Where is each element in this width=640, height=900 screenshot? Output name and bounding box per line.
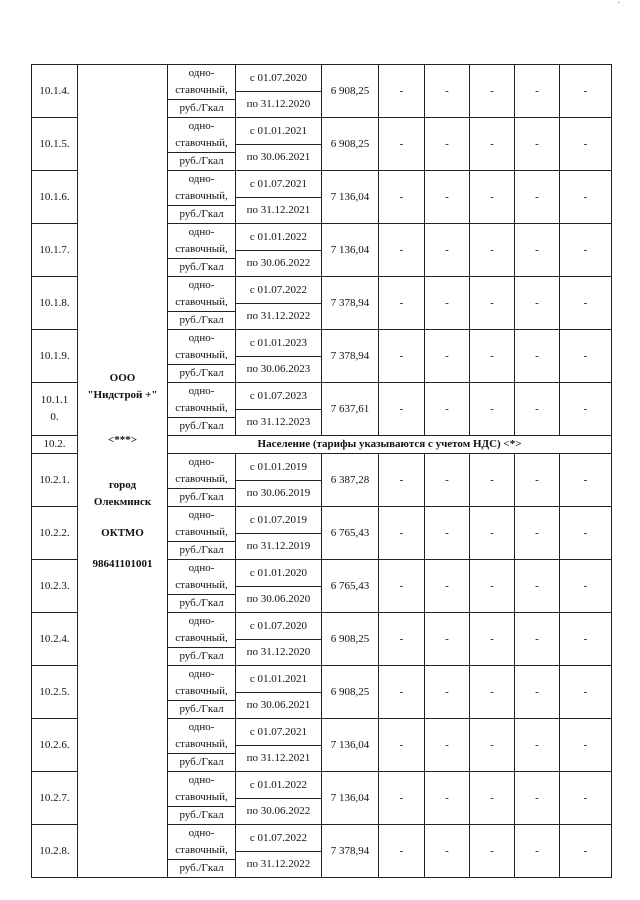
tariff-value: 7 378,94 <box>322 330 379 383</box>
tariff-dash: - <box>379 118 425 171</box>
oktmo-code: 98641101001 <box>92 557 153 570</box>
tariff-period <box>236 560 322 613</box>
tariff-dash: - <box>515 171 560 224</box>
tariff-dash: - <box>515 613 560 666</box>
tariff-period <box>236 65 322 118</box>
page-corner-mark: ' <box>618 0 620 10</box>
tariff-unit <box>168 277 236 330</box>
tariff-unit-line: руб./Гкал <box>168 364 235 382</box>
tariff-unit-line: руб./Гкал <box>168 258 235 276</box>
tariff-dash: - <box>379 507 425 560</box>
tariff-dash: - <box>560 454 612 507</box>
period-to: по 31.12.2020 <box>236 639 321 665</box>
row-number: 10.2.3. <box>32 560 78 613</box>
org-form: ООО <box>109 371 136 384</box>
tariff-unit-line: одно- <box>188 173 215 185</box>
period-to: по 30.06.2023 <box>236 356 321 382</box>
tariff-unit-line: ставочный, <box>175 791 228 803</box>
tariff-unit-line: руб./Гкал <box>168 99 235 117</box>
tariff-dash: - <box>470 719 515 772</box>
tariff-unit <box>168 772 236 825</box>
tariff-unit <box>168 171 236 224</box>
tariff-period <box>236 507 322 560</box>
tariff-dash: - <box>560 277 612 330</box>
tariff-dash: - <box>425 118 470 171</box>
city-label: город <box>108 478 137 491</box>
tariff-unit-line: одно- <box>188 721 215 733</box>
tariff-unit-line: ставочный, <box>175 526 228 538</box>
row-number: 10.1.6. <box>32 171 78 224</box>
period-to: по 31.12.2022 <box>236 303 321 329</box>
tariff-dash: - <box>515 330 560 383</box>
tariff-dash: - <box>425 454 470 507</box>
tariff-period <box>236 330 322 383</box>
tariff-dash: - <box>470 560 515 613</box>
tariff-dash: - <box>379 224 425 277</box>
row-number: 10.2.4. <box>32 613 78 666</box>
tariff-period <box>236 719 322 772</box>
tariff-dash: - <box>560 613 612 666</box>
tariff-dash: - <box>560 560 612 613</box>
tariff-unit-line: одно- <box>188 385 215 397</box>
tariff-dash: - <box>470 825 515 878</box>
row-number: 10.1.8. <box>32 277 78 330</box>
tariff-unit-line: руб./Гкал <box>168 541 235 559</box>
tariff-unit-line: руб./Гкал <box>168 311 235 329</box>
tariff-unit <box>168 507 236 560</box>
tariff-value: 7 136,04 <box>322 719 379 772</box>
tariff-dash: - <box>425 825 470 878</box>
tariff-value: 6 765,43 <box>322 560 379 613</box>
oktmo-label: ОКТМО <box>101 526 144 539</box>
table-row <box>32 65 612 118</box>
period-to: по 31.12.2021 <box>236 197 321 223</box>
row-number: 10.1.4. <box>32 65 78 118</box>
tariff-unit-line: ставочный, <box>175 579 228 591</box>
row-number: 10.2.2. <box>32 507 78 560</box>
tariff-period <box>236 277 322 330</box>
tariff-dash: - <box>425 224 470 277</box>
tariff-value: 7 136,04 <box>322 224 379 277</box>
section-number: 10.2. <box>32 436 78 454</box>
tariff-dash: - <box>425 560 470 613</box>
tariff-unit <box>168 666 236 719</box>
tariff-dash: - <box>470 224 515 277</box>
row-number: 10.2.1. <box>32 454 78 507</box>
tariff-unit-line: руб./Гкал <box>168 700 235 718</box>
tariff-dash: - <box>470 277 515 330</box>
period-from: с 01.01.2021 <box>249 124 308 137</box>
row-number: 10.1.5. <box>32 118 78 171</box>
tariff-value: 7 378,94 <box>322 277 379 330</box>
tariff-unit <box>168 224 236 277</box>
tariff-dash: - <box>379 666 425 719</box>
period-from: с 01.01.2021 <box>249 672 308 685</box>
tariff-unit-line: ставочный, <box>175 402 228 414</box>
tariff-dash: - <box>470 454 515 507</box>
tariff-unit-line: руб./Гкал <box>168 647 235 665</box>
tariff-unit-line: ставочный, <box>175 84 228 96</box>
tariff-dash: - <box>560 666 612 719</box>
tariff-value: 6 908,25 <box>322 613 379 666</box>
tariff-unit <box>168 118 236 171</box>
tariff-dash: - <box>379 454 425 507</box>
tariff-unit-line: одно- <box>188 226 215 238</box>
row-number: 10.2.8. <box>32 825 78 878</box>
row-number: 10.1.1 0. <box>32 383 78 436</box>
period-from: с 01.07.2019 <box>249 513 308 526</box>
tariff-dash: - <box>560 507 612 560</box>
tariff-dash: - <box>379 171 425 224</box>
period-to: по 31.12.2019 <box>236 533 321 559</box>
tariff-unit-line: ставочный, <box>175 632 228 644</box>
tariff-dash: - <box>515 507 560 560</box>
tariff-value: 6 908,25 <box>322 65 379 118</box>
tariff-dash: - <box>470 507 515 560</box>
tariff-dash: - <box>515 224 560 277</box>
tariff-dash: - <box>515 719 560 772</box>
tariff-dash: - <box>379 825 425 878</box>
tariff-dash: - <box>425 613 470 666</box>
tariff-dash: - <box>560 171 612 224</box>
period-from: с 01.07.2022 <box>249 283 308 296</box>
tariff-dash: - <box>560 772 612 825</box>
tariff-unit-line: руб./Гкал <box>168 594 235 612</box>
tariff-dash: - <box>470 171 515 224</box>
period-from: с 01.07.2021 <box>249 725 308 738</box>
tariff-dash: - <box>515 825 560 878</box>
tariff-unit-line: руб./Гкал <box>168 488 235 506</box>
tariff-value: 7 136,04 <box>322 171 379 224</box>
tariff-dash: - <box>425 719 470 772</box>
period-from: с 01.07.2020 <box>249 71 308 84</box>
tariff-unit-line: ставочный, <box>175 844 228 856</box>
tariff-period <box>236 772 322 825</box>
tariff-dash: - <box>515 277 560 330</box>
period-to: по 30.06.2021 <box>236 692 321 718</box>
row-number: 10.1.7. <box>32 224 78 277</box>
period-from: с 01.01.2019 <box>249 460 308 473</box>
period-to: по 30.06.2022 <box>236 798 321 824</box>
tariff-dash: - <box>379 65 425 118</box>
org-name: "Нидстрой +" <box>87 388 158 401</box>
tariff-unit-line: ставочный, <box>175 296 228 308</box>
period-from: с 01.01.2022 <box>249 778 308 791</box>
tariff-dash: - <box>425 507 470 560</box>
tariff-period <box>236 825 322 878</box>
spacer <box>78 542 167 556</box>
tariff-unit-line: руб./Гкал <box>168 753 235 771</box>
tariff-unit-line: одно- <box>188 456 215 468</box>
section-title: Население (тарифы указываются с учетом НДС) <*> <box>168 436 612 454</box>
tariff-dash: - <box>515 560 560 613</box>
period-from: с 01.01.2023 <box>249 336 308 349</box>
tariff-dash: - <box>425 171 470 224</box>
period-from: с 01.07.2023 <box>249 389 308 402</box>
tariff-dash: - <box>515 772 560 825</box>
period-from: с 01.01.2020 <box>249 566 308 579</box>
city-name: Олекминск <box>93 495 152 508</box>
row-number: 10.1.9. <box>32 330 78 383</box>
tariff-value: 6 387,28 <box>322 454 379 507</box>
tariff-table-body <box>32 65 612 878</box>
period-to: по 31.12.2020 <box>236 91 321 117</box>
period-from: с 01.01.2022 <box>249 230 308 243</box>
tariff-unit <box>168 454 236 507</box>
period-from: с 01.07.2021 <box>249 177 308 190</box>
tariff-dash: - <box>425 666 470 719</box>
tariff-unit-line: руб./Гкал <box>168 859 235 877</box>
tariff-unit-line: руб./Гкал <box>168 417 235 435</box>
tariff-dash: - <box>425 65 470 118</box>
tariff-period <box>236 224 322 277</box>
period-to: по 30.06.2022 <box>236 250 321 276</box>
tariff-dash: - <box>379 330 425 383</box>
tariff-period <box>236 118 322 171</box>
tariff-value: 6 765,43 <box>322 507 379 560</box>
tariff-unit <box>168 719 236 772</box>
tariff-period <box>236 171 322 224</box>
tariff-unit-line: ставочный, <box>175 243 228 255</box>
tariff-period <box>236 613 322 666</box>
tariff-unit-line: руб./Гкал <box>168 205 235 223</box>
tariff-dash: - <box>425 383 470 436</box>
row-number: 10.2.5. <box>32 666 78 719</box>
tariff-dash: - <box>515 454 560 507</box>
period-from: с 01.07.2022 <box>249 831 308 844</box>
tariff-dash: - <box>515 666 560 719</box>
tariff-dash: - <box>379 383 425 436</box>
row-number: 10.2.6. <box>32 719 78 772</box>
tariff-period <box>236 454 322 507</box>
tariff-unit-line: одно- <box>188 279 215 291</box>
tariff-unit-line: одно- <box>188 827 215 839</box>
tariff-unit-line: ставочный, <box>175 738 228 750</box>
tariff-unit-line: одно- <box>188 668 215 680</box>
tariff-unit-line: ставочный, <box>175 137 228 149</box>
tariff-dash: - <box>470 666 515 719</box>
tariff-unit <box>168 65 236 118</box>
tariff-dash: - <box>560 65 612 118</box>
tariff-period <box>236 666 322 719</box>
tariff-dash: - <box>560 330 612 383</box>
tariff-dash: - <box>379 560 425 613</box>
tariff-unit-line: одно- <box>188 120 215 132</box>
tariff-unit-line: одно- <box>188 615 215 627</box>
note-mark: <***> <box>107 433 138 446</box>
period-to: по 31.12.2021 <box>236 745 321 771</box>
spacer <box>78 404 167 432</box>
tariff-table <box>31 64 612 878</box>
tariff-value: 7 637,61 <box>322 383 379 436</box>
tariff-dash: - <box>379 719 425 772</box>
organization-cell <box>78 65 168 878</box>
tariff-dash: - <box>560 118 612 171</box>
tariff-unit <box>168 330 236 383</box>
tariff-unit <box>168 560 236 613</box>
tariff-value: 6 908,25 <box>322 118 379 171</box>
tariff-dash: - <box>560 383 612 436</box>
tariff-unit-line: ставочный, <box>175 473 228 485</box>
tariff-unit <box>168 383 236 436</box>
period-to: по 30.06.2020 <box>236 586 321 612</box>
tariff-dash: - <box>470 383 515 436</box>
tariff-period <box>236 383 322 436</box>
period-to: по 31.12.2022 <box>236 851 321 877</box>
tariff-unit <box>168 613 236 666</box>
tariff-dash: - <box>560 224 612 277</box>
tariff-unit-line: ставочный, <box>175 685 228 697</box>
tariff-dash: - <box>379 277 425 330</box>
tariff-unit-line: одно- <box>188 774 215 786</box>
tariff-unit-line: ставочный, <box>175 190 228 202</box>
tariff-unit-line: одно- <box>188 509 215 521</box>
period-to: по 30.06.2021 <box>236 144 321 170</box>
period-to: по 30.06.2019 <box>236 480 321 506</box>
tariff-unit-line: одно- <box>188 332 215 344</box>
tariff-value: 7 136,04 <box>322 772 379 825</box>
row-number: 10.2.7. <box>32 772 78 825</box>
period-to: по 31.12.2023 <box>236 409 321 435</box>
tariff-unit-line: одно- <box>188 562 215 574</box>
tariff-dash: - <box>515 118 560 171</box>
period-from: с 01.07.2020 <box>249 619 308 632</box>
tariff-dash: - <box>425 330 470 383</box>
spacer <box>78 511 167 525</box>
tariff-dash: - <box>470 772 515 825</box>
tariff-unit-line: руб./Гкал <box>168 806 235 824</box>
organization-block <box>78 370 167 573</box>
tariff-value: 7 378,94 <box>322 825 379 878</box>
tariff-dash: - <box>560 825 612 878</box>
tariff-unit-line: ставочный, <box>175 349 228 361</box>
tariff-unit <box>168 825 236 878</box>
spacer <box>78 449 167 477</box>
tariff-dash: - <box>470 330 515 383</box>
tariff-value: 6 908,25 <box>322 666 379 719</box>
tariff-dash: - <box>515 65 560 118</box>
tariff-dash: - <box>560 719 612 772</box>
tariff-dash: - <box>425 772 470 825</box>
tariff-unit-line: одно- <box>188 67 215 79</box>
tariff-dash: - <box>470 613 515 666</box>
tariff-unit-line: руб./Гкал <box>168 152 235 170</box>
tariff-dash: - <box>515 383 560 436</box>
tariff-dash: - <box>470 118 515 171</box>
tariff-dash: - <box>470 65 515 118</box>
tariff-dash: - <box>425 277 470 330</box>
tariff-dash: - <box>379 613 425 666</box>
tariff-dash: - <box>379 772 425 825</box>
